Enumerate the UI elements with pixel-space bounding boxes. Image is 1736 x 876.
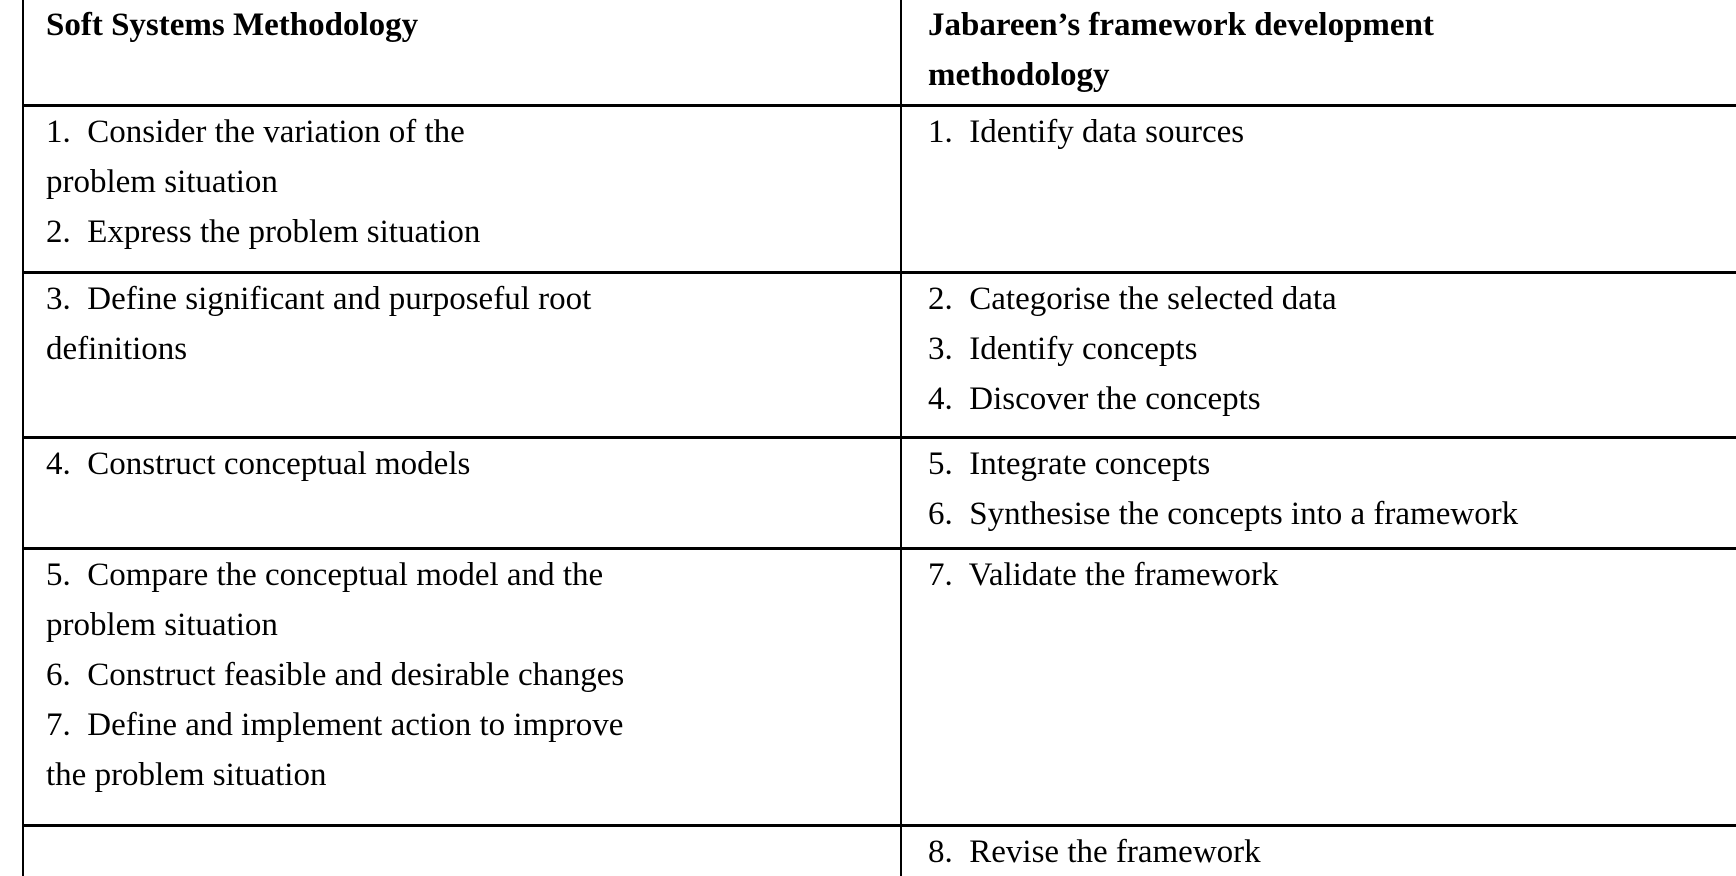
cell-line: 3. Identify concepts [928, 331, 1198, 367]
jabareen-cell [902, 274, 1736, 436]
jabareen-cell [902, 107, 1736, 271]
cell-line: 7. Define and implement action to improve [46, 707, 624, 743]
ssm-header-cell [24, 0, 902, 104]
cell-line: problem situation [46, 607, 278, 643]
cell-line: 4. Construct conceptual models [46, 446, 471, 482]
cell-line: 7. Validate the framework [928, 557, 1279, 593]
cell-line: 6. Construct feasible and desirable changes [46, 657, 625, 693]
jabareen-column-header-line-1: Jabareen’s framework development [928, 7, 1434, 43]
table-row [24, 827, 1736, 876]
table-row [24, 550, 1736, 827]
jabareen-header-cell [902, 0, 1736, 104]
ssm-cell [24, 550, 902, 824]
table-row [24, 107, 1736, 274]
jabareen-cell [902, 827, 1736, 876]
jabareen-cell [902, 550, 1736, 824]
cell-line: problem situation [46, 164, 278, 200]
table-header-row [24, 0, 1736, 107]
cell-line: 2. Categorise the selected data [928, 281, 1337, 317]
ssm-cell-empty [24, 827, 902, 876]
cell-line: 2. Express the problem situation [46, 214, 481, 250]
ssm-cell [24, 439, 902, 547]
jabareen-column-header-line-2: methodology [928, 57, 1110, 93]
cell-line: 3. Define significant and purposeful root [46, 281, 592, 317]
table-row [24, 274, 1736, 439]
cell-line: 5. Integrate concepts [928, 446, 1211, 482]
ssm-cell [24, 107, 902, 271]
cell-line: definitions [46, 331, 188, 367]
cell-line: 6. Synthesise the concepts into a framework [928, 496, 1519, 532]
cell-line: 8. Revise the framework [928, 834, 1261, 870]
jabareen-cell [902, 439, 1736, 547]
cell-line: 5. Compare the conceptual model and the [46, 557, 604, 593]
ssm-column-header: Soft Systems Methodology [46, 7, 419, 43]
methodology-comparison-table [22, 0, 1736, 876]
table-row [24, 439, 1736, 550]
cell-line: 1. Consider the variation of the [46, 114, 465, 150]
cell-line: the problem situation [46, 757, 327, 793]
ssm-cell [24, 274, 902, 436]
cell-line: 4. Discover the concepts [928, 381, 1261, 417]
cell-line: 1. Identify data sources [928, 114, 1245, 150]
